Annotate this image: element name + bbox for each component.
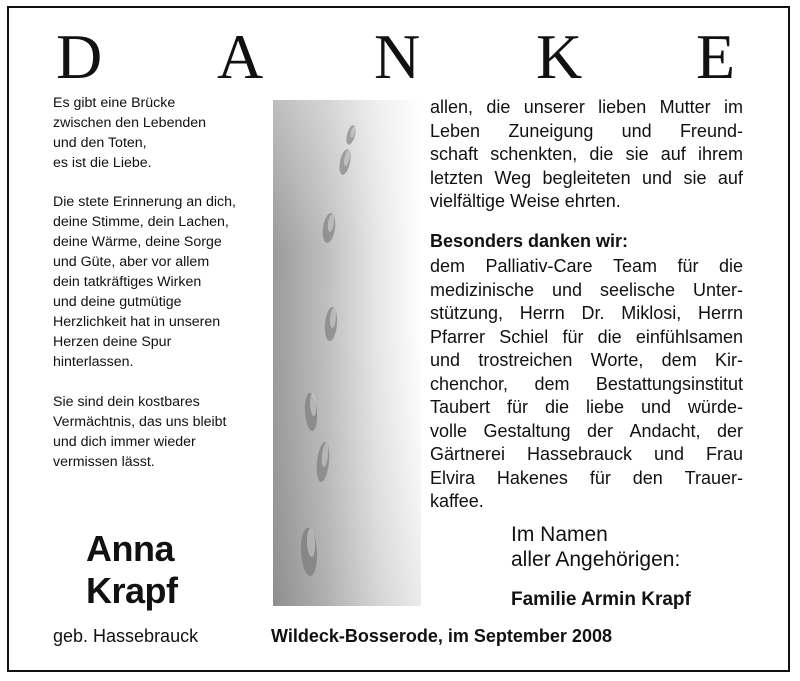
- word: Weise: [510, 191, 560, 211]
- word: würde-: [687, 397, 743, 417]
- word: stützung,: [430, 303, 504, 323]
- word: Zuneigung: [508, 120, 594, 141]
- word: Trauer-: [684, 467, 743, 488]
- word: und: [642, 167, 673, 188]
- word: auf: [660, 144, 686, 164]
- word: Andacht,: [629, 420, 701, 441]
- text-line: [430, 279, 743, 303]
- word: unserer: [523, 97, 585, 117]
- word: liebe: [585, 397, 624, 417]
- word: Schiel: [499, 326, 549, 347]
- deceased-name: [86, 528, 178, 612]
- place-date: Wildeck-Bosserode, im September 2008: [271, 626, 612, 646]
- word: die: [597, 326, 622, 347]
- word: Gestaltung: [483, 420, 571, 441]
- poem-line: Herzlichkeit hat in unseren: [53, 314, 221, 330]
- text-line: [430, 373, 743, 397]
- poem-line: und deine gutmütige: [53, 294, 182, 310]
- word: Kir-: [714, 350, 743, 370]
- text-line: [430, 190, 743, 214]
- text-line: [430, 420, 743, 444]
- title-letter: K: [536, 21, 583, 92]
- word: volle: [430, 420, 468, 441]
- word: der: [587, 420, 614, 441]
- word: und: [551, 279, 583, 300]
- word: sie: [625, 144, 649, 164]
- word: Palliativ-Care: [485, 256, 593, 276]
- signature-line-2: aller Angehörigen:: [511, 548, 681, 571]
- page-title: [0, 22, 800, 92]
- deceased-last-name: Krapf: [86, 570, 178, 611]
- poem-stanza-2: [53, 192, 283, 372]
- word: Leben: [430, 120, 481, 141]
- text-line: [430, 467, 743, 491]
- word: und: [621, 120, 652, 141]
- word: medizinische: [430, 279, 535, 300]
- poem-line: Es gibt eine Brücke: [53, 95, 176, 111]
- word: Taubert: [430, 397, 491, 417]
- word: Unter-: [692, 279, 743, 300]
- word: Miklosi,: [621, 303, 682, 323]
- poem-line: deine Stimme, dein Lachen,: [53, 214, 229, 230]
- word: Herrn: [697, 303, 743, 323]
- word: schenkten,: [490, 144, 578, 164]
- word: Frau: [705, 444, 743, 464]
- word: chenchor,: [430, 373, 509, 394]
- word: im: [723, 97, 743, 117]
- title-letter: A: [217, 21, 264, 92]
- title-letter: D: [56, 21, 103, 92]
- word: Bestattungsinstitut: [595, 373, 743, 394]
- poem-line: es ist die Liebe.: [53, 155, 152, 171]
- poem-line: zwischen den Lebenden: [53, 115, 207, 131]
- word: die: [589, 144, 614, 164]
- signature-line-1: Im Namen: [511, 523, 608, 546]
- poem-line: und den Toten,: [53, 135, 147, 151]
- word: auf: [717, 167, 743, 188]
- word: seelische: [599, 279, 676, 300]
- word: Hakenes: [496, 467, 568, 488]
- word: Hassebrauck: [526, 444, 633, 464]
- word: Mutter: [659, 97, 711, 117]
- text-line: [430, 167, 743, 191]
- word: ihrem: [697, 144, 743, 164]
- word: Elvira: [430, 467, 476, 488]
- word: sie: [683, 167, 707, 188]
- word: dem: [534, 373, 570, 394]
- poem-line: deine Wärme, deine Sorge: [53, 234, 222, 250]
- poem-stanza-3: [53, 392, 283, 472]
- poem-line: und Güte, aber vor allem: [53, 254, 210, 270]
- text-line: [430, 96, 743, 120]
- word: Team: [613, 256, 658, 276]
- text-line: [430, 143, 743, 167]
- word: dem: [430, 256, 466, 276]
- word: ehrten.: [564, 191, 621, 211]
- signature-block: [511, 522, 680, 572]
- poem-line: Sie sind dein kostbares: [53, 394, 200, 410]
- text-line: [430, 396, 743, 420]
- text-line: [430, 326, 743, 350]
- poem-stanza-1: [53, 93, 283, 173]
- text-line: [430, 443, 743, 467]
- word: Weg: [494, 167, 532, 188]
- word: der: [716, 420, 743, 441]
- word: dem: [661, 350, 697, 370]
- text-line: [430, 349, 743, 373]
- word: für: [507, 397, 529, 417]
- word: Worte,: [590, 350, 644, 370]
- word: für: [562, 326, 584, 347]
- word: und: [653, 444, 685, 464]
- family-name: Familie Armin Krapf: [511, 589, 691, 610]
- word: kaffee.: [430, 491, 484, 511]
- thanks-heading: Besonders danken wir:: [430, 231, 629, 251]
- word: die: [486, 97, 511, 117]
- poem-line: und dich immer wieder: [53, 434, 196, 450]
- word: lieben: [598, 97, 647, 117]
- word: allen,: [430, 97, 474, 117]
- text-line: [430, 120, 743, 144]
- word: begleiteten: [542, 167, 631, 188]
- footprints-in-sand-icon: [273, 100, 421, 606]
- poem-line: Vermächtnis, das uns bleibt: [53, 414, 227, 430]
- title-letter: N: [374, 21, 421, 92]
- word: trostreichen: [478, 350, 573, 370]
- poem-line: vermissen lässt.: [53, 454, 155, 470]
- word: die: [718, 256, 743, 276]
- poem-line: Die stete Erinnerung an dich,: [53, 194, 236, 210]
- thanks-body: [430, 255, 743, 514]
- word: Herrn: [519, 303, 565, 323]
- word: und: [640, 397, 671, 417]
- poem-line: Herzen deine Spur: [53, 334, 172, 350]
- word: einfühlsamen: [635, 326, 743, 347]
- word: und: [430, 350, 461, 370]
- title-letter: E: [696, 21, 736, 92]
- deceased-first-name: Anna: [86, 528, 174, 569]
- word: Gärtnerei: [430, 444, 506, 464]
- text-line: [430, 490, 743, 514]
- poem-line: dein tatkräftiges Wirken: [53, 274, 202, 290]
- word: Freund-: [679, 120, 743, 141]
- word: vielfältige: [430, 191, 506, 211]
- word: Dr.: [581, 303, 605, 323]
- word: für: [589, 467, 611, 488]
- text-line: [430, 302, 743, 326]
- word: den: [632, 467, 663, 488]
- word: letzten: [430, 167, 484, 188]
- word: schaft: [430, 144, 479, 164]
- word: die: [544, 397, 569, 417]
- poem-line: hinterlassen.: [53, 354, 134, 370]
- text-line: [430, 255, 743, 279]
- word: für: [677, 256, 699, 276]
- birth-name: geb. Hassebrauck: [53, 626, 199, 646]
- word: Pfarrer: [430, 326, 486, 347]
- thanks-intro: [430, 96, 743, 214]
